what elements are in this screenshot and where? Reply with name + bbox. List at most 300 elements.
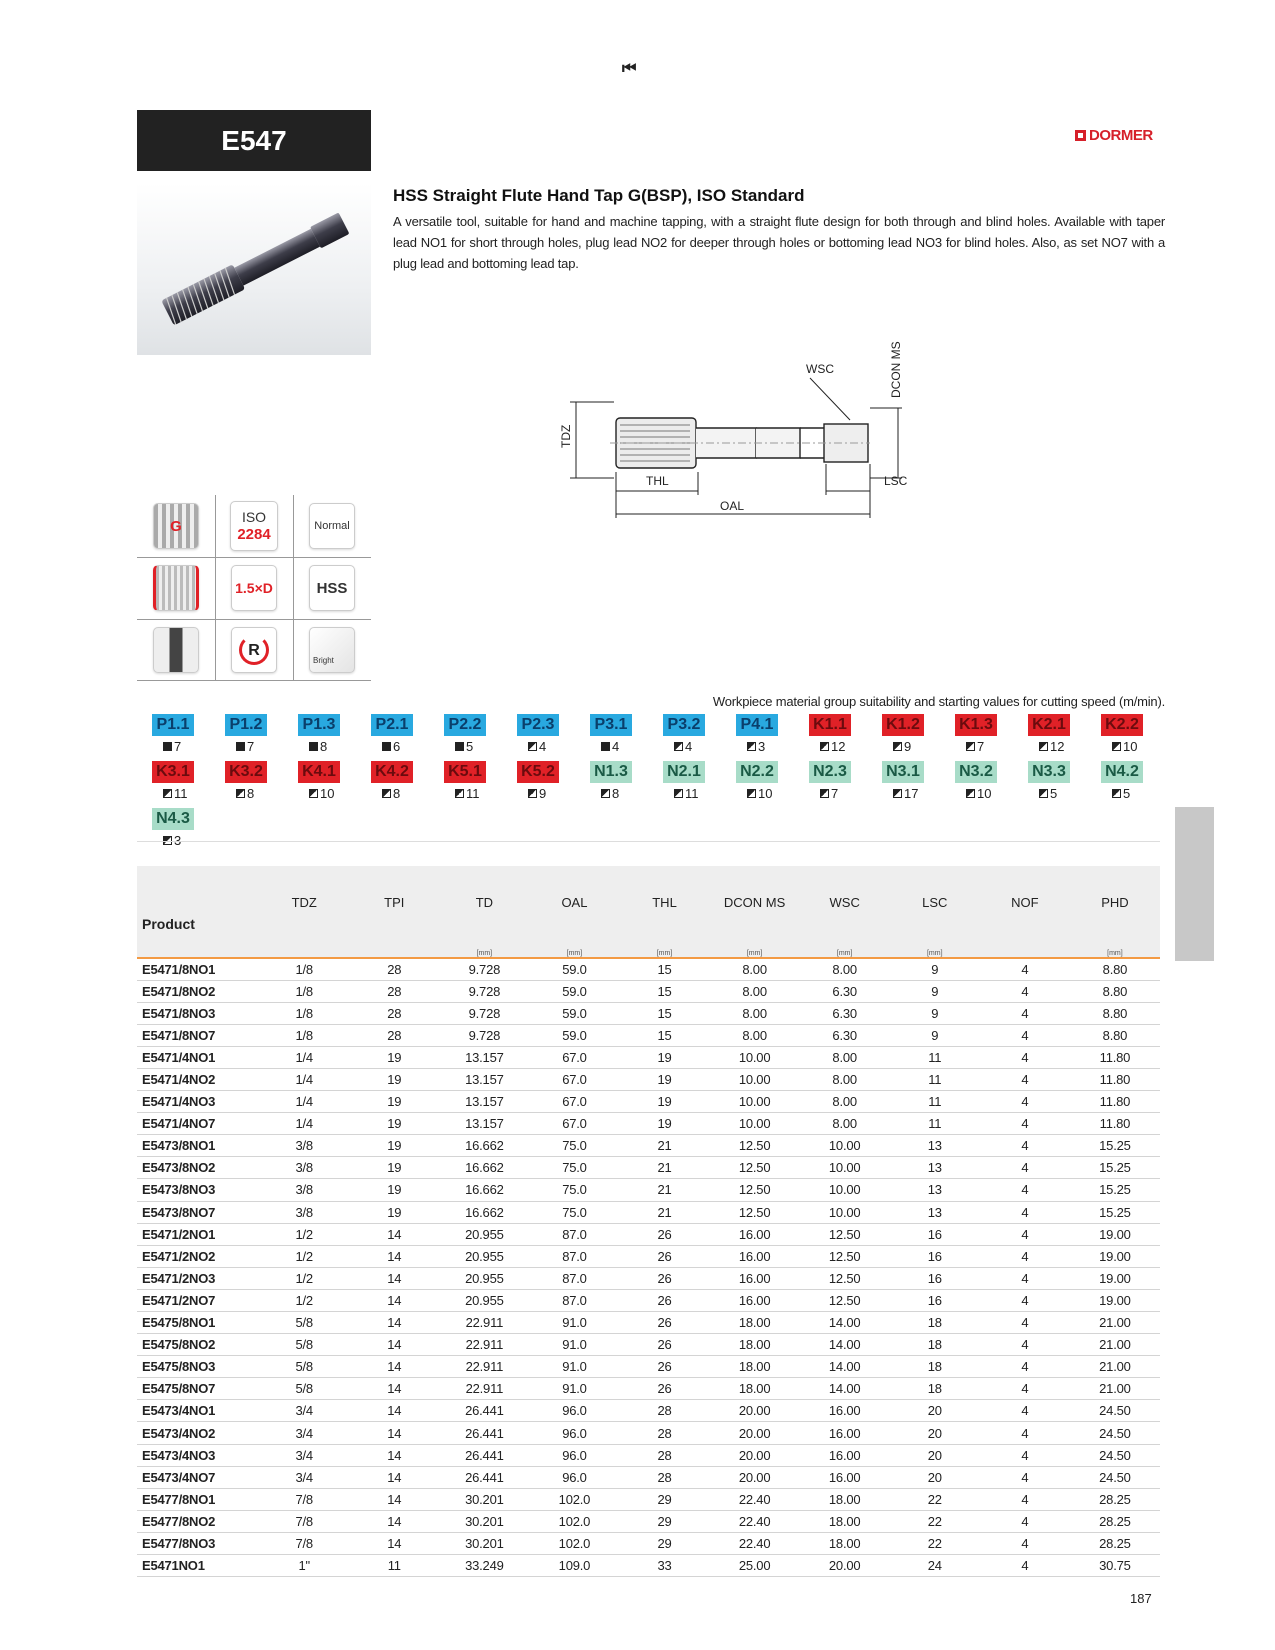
table-cell: 18.00	[800, 1510, 890, 1532]
table-cell: 14	[349, 1289, 439, 1311]
table-cell: 33.249	[439, 1555, 529, 1577]
table-cell: 3/8	[259, 1157, 349, 1179]
table-cell: 11	[890, 1068, 980, 1090]
table-cell: 20	[890, 1422, 980, 1444]
product-code-cell: E5471NO1	[137, 1555, 259, 1577]
table-cell: 12.50	[710, 1157, 800, 1179]
table-cell: 8.80	[1070, 958, 1160, 980]
table-cell: 67.0	[529, 1113, 619, 1135]
dry-coolant-icon	[455, 742, 464, 751]
table-cell: 18.00	[800, 1488, 890, 1510]
table-cell: 3/8	[259, 1201, 349, 1223]
cutting-speed-value: 3	[758, 739, 766, 754]
table-row	[137, 958, 1160, 980]
table-cell: 28.25	[1070, 1532, 1160, 1554]
table-cell: 12.50	[710, 1179, 800, 1201]
material-k4-2	[356, 760, 429, 806]
col-unit: [mm]	[926, 950, 943, 957]
cutting-speed-value: 4	[685, 739, 693, 754]
col-header-thl: THL	[652, 894, 677, 910]
table-cell: 18.00	[800, 1532, 890, 1554]
product-code-cell: E5471/2NO2	[137, 1245, 259, 1267]
table-cell: 3/4	[259, 1466, 349, 1488]
product-code: E547	[221, 124, 287, 156]
table-cell: 20.00	[800, 1555, 890, 1577]
table-cell: 8.80	[1070, 1024, 1160, 1046]
table-cell: 7/8	[259, 1488, 349, 1510]
emulsion-coolant-icon	[674, 789, 683, 798]
table-cell: 20	[890, 1400, 980, 1422]
table-cell: 20.955	[439, 1223, 529, 1245]
material-n2-2	[721, 760, 794, 806]
table-cell: 20	[890, 1466, 980, 1488]
table-cell: 4	[980, 1157, 1070, 1179]
table-cell: 19	[349, 1157, 439, 1179]
cutting-speed-value: 8	[247, 786, 255, 801]
cutting-speed	[674, 786, 699, 801]
table-cell: 26	[619, 1356, 709, 1378]
table-cell: 4	[980, 1046, 1070, 1068]
table-cell: 16.00	[800, 1400, 890, 1422]
table-cell: 4	[980, 1555, 1070, 1577]
table-cell: 10.00	[800, 1135, 890, 1157]
table-cell: 12.50	[800, 1245, 890, 1267]
col-unit: [mm]	[656, 950, 673, 957]
material-code: P1.1	[152, 714, 194, 736]
table-cell: 28	[349, 980, 439, 1002]
product-code-cell: E5471/8NO2	[137, 980, 259, 1002]
cutting-speed	[163, 739, 181, 754]
cutting-speed	[893, 739, 911, 754]
material-p2-2	[429, 713, 502, 759]
table-cell: 18.00	[710, 1334, 800, 1356]
table-cell: 8.00	[710, 980, 800, 1002]
table-cell: 8.80	[1070, 980, 1160, 1002]
cutting-speed	[236, 786, 254, 801]
table-cell: 20.00	[710, 1400, 800, 1422]
col-header-wsc: WSC	[829, 894, 860, 910]
product-code-cell: E5475/8NO7	[137, 1378, 259, 1400]
cutting-speed	[236, 739, 254, 754]
table-row	[137, 1312, 1160, 1334]
table-cell: 109.0	[529, 1555, 619, 1577]
col-header-td: TD	[475, 894, 494, 910]
table-cell: 4	[980, 1091, 1070, 1113]
table-cell: 1/2	[259, 1289, 349, 1311]
cutting-speed	[528, 786, 546, 801]
label-oal: OAL	[720, 499, 745, 513]
cutting-speed	[1112, 739, 1137, 754]
table-cell: 8.00	[710, 958, 800, 980]
table-cell: 1/2	[259, 1223, 349, 1245]
material-code: N2.1	[663, 761, 705, 783]
table-cell: 14	[349, 1400, 439, 1422]
table-cell: 19	[349, 1179, 439, 1201]
material-n1-3	[575, 760, 648, 806]
table-cell: 13.157	[439, 1091, 529, 1113]
table-cell: 29	[619, 1532, 709, 1554]
table-cell: 59.0	[529, 1002, 619, 1024]
feature-icon-grid	[137, 495, 371, 681]
table-row	[137, 1002, 1160, 1024]
table-cell: 8.00	[800, 1091, 890, 1113]
table-cell: 19	[349, 1113, 439, 1135]
table-cell: 14	[349, 1267, 439, 1289]
table-row	[137, 1223, 1160, 1245]
table-cell: 26	[619, 1312, 709, 1334]
cutting-speed-value: 8	[393, 786, 401, 801]
material-code: K4.2	[371, 761, 413, 783]
emulsion-coolant-icon	[236, 789, 245, 798]
table-cell: 22	[890, 1488, 980, 1510]
product-code-cell: E5477/8NO2	[137, 1510, 259, 1532]
col-header-oal: OAL	[561, 894, 588, 910]
product-code-cell: E5473/8NO3	[137, 1179, 259, 1201]
material-code: P3.2	[663, 714, 705, 736]
cutting-speed-value: 11	[466, 786, 480, 801]
table-cell: 67.0	[529, 1046, 619, 1068]
material-code: K3.2	[225, 761, 267, 783]
cutting-speed-value: 6	[393, 739, 401, 754]
table-cell: 4	[980, 1466, 1070, 1488]
cutting-speed-value: 11	[685, 786, 699, 801]
table-cell: 24.50	[1070, 1422, 1160, 1444]
table-cell: 26.441	[439, 1422, 529, 1444]
table-cell: 3/8	[259, 1179, 349, 1201]
table-cell: 22.911	[439, 1334, 529, 1356]
cutting-speed-value: 17	[904, 786, 919, 801]
table-cell: 19	[349, 1091, 439, 1113]
cutting-speed-value: 8	[612, 786, 620, 801]
table-cell: 1/8	[259, 1024, 349, 1046]
product-code-cell: E5475/8NO2	[137, 1334, 259, 1356]
table-cell: 1/8	[259, 958, 349, 980]
material-code: P2.3	[517, 714, 559, 736]
material-k3-1	[137, 760, 210, 806]
table-row	[137, 1444, 1160, 1466]
table-cell: 13.157	[439, 1068, 529, 1090]
table-cell: 12.50	[800, 1289, 890, 1311]
table-cell: 26	[619, 1334, 709, 1356]
emulsion-coolant-icon	[820, 742, 829, 751]
product-code-cell: E5471/8NO7	[137, 1024, 259, 1046]
material-n3-1	[867, 760, 940, 806]
table-cell: 59.0	[529, 1024, 619, 1046]
table-cell: 87.0	[529, 1223, 619, 1245]
table-cell: 22	[890, 1510, 980, 1532]
material-n4-2	[1086, 760, 1159, 806]
product-code-cell: E5471/4NO3	[137, 1091, 259, 1113]
table-cell: 21	[619, 1135, 709, 1157]
table-cell: 91.0	[529, 1312, 619, 1334]
material-k2-1	[1013, 713, 1086, 759]
table-cell: 14.00	[800, 1312, 890, 1334]
normal-icon: Normal	[293, 495, 371, 557]
table-cell: 75.0	[529, 1179, 619, 1201]
table-row	[137, 1267, 1160, 1289]
emulsion-coolant-icon	[1112, 789, 1121, 798]
table-cell: 8.00	[800, 1068, 890, 1090]
table-cell: 26	[619, 1289, 709, 1311]
col-unit: [mm]	[1107, 950, 1123, 957]
table-cell: 20.955	[439, 1267, 529, 1289]
cutting-speed	[1112, 786, 1130, 801]
table-cell: 9.728	[439, 1002, 529, 1024]
first-page-icon[interactable]: ⏮	[622, 60, 637, 77]
table-cell: 9.728	[439, 980, 529, 1002]
dry-coolant-icon	[309, 742, 318, 751]
table-cell: 19	[619, 1113, 709, 1135]
material-code: N3.3	[1028, 761, 1070, 783]
product-code-cell: E5471/4NO7	[137, 1113, 259, 1135]
table-cell: 16.662	[439, 1157, 529, 1179]
table-cell: 14	[349, 1466, 439, 1488]
table-cell: 8.00	[800, 958, 890, 980]
table-cell: 6.30	[800, 980, 890, 1002]
table-cell: 14	[349, 1488, 439, 1510]
cutting-speed	[1039, 786, 1057, 801]
table-cell: 11.80	[1070, 1091, 1160, 1113]
material-k2-2	[1086, 713, 1159, 759]
table-row	[137, 1157, 1160, 1179]
table-row	[137, 980, 1160, 1002]
cutting-speed-value: 10	[977, 786, 992, 801]
material-p4-1	[721, 713, 794, 759]
table-cell: 19	[619, 1068, 709, 1090]
table-cell: 75.0	[529, 1201, 619, 1223]
table-cell: 30.201	[439, 1510, 529, 1532]
spec-table	[137, 866, 1160, 1577]
table-cell: 10.00	[710, 1113, 800, 1135]
table-cell: 102.0	[529, 1532, 619, 1554]
product-code-cell: E5471/8NO1	[137, 958, 259, 980]
material-k5-1	[429, 760, 502, 806]
table-cell: 75.0	[529, 1157, 619, 1179]
side-tab[interactable]	[1175, 807, 1214, 961]
emulsion-coolant-icon	[893, 789, 902, 798]
table-cell: 8.00	[800, 1113, 890, 1135]
table-cell: 3/4	[259, 1400, 349, 1422]
product-code-cell: E5477/8NO1	[137, 1488, 259, 1510]
table-cell: 14	[349, 1378, 439, 1400]
table-cell: 13.157	[439, 1113, 529, 1135]
label-tdz: TDZ	[559, 424, 573, 448]
table-cell: 102.0	[529, 1488, 619, 1510]
dry-coolant-icon	[163, 742, 172, 751]
table-cell: 12.50	[800, 1223, 890, 1245]
table-row	[137, 1466, 1160, 1488]
product-code-cell: E5473/4NO1	[137, 1400, 259, 1422]
product-code-cell: E5473/4NO7	[137, 1466, 259, 1488]
cutting-speed	[455, 786, 480, 801]
table-cell: 3/4	[259, 1444, 349, 1466]
material-n3-3	[1013, 760, 1086, 806]
product-title: HSS Straight Flute Hand Tap G(BSP), ISO Standard	[393, 186, 805, 205]
col-unit	[349, 938, 439, 958]
product-code-cell: E5471/8NO3	[137, 1002, 259, 1024]
cutting-speed	[455, 739, 473, 754]
table-cell: 11	[890, 1091, 980, 1113]
page-number: 187	[1130, 1591, 1152, 1606]
material-k5-2	[502, 760, 575, 806]
emulsion-coolant-icon	[382, 789, 391, 798]
col-header-lsc: LSC	[922, 894, 948, 910]
thread-depth-icon	[137, 557, 215, 619]
table-cell: 28	[349, 1002, 439, 1024]
emulsion-coolant-icon	[747, 742, 756, 751]
table-header-row	[137, 866, 1160, 938]
table-row	[137, 1046, 1160, 1068]
table-cell: 4	[980, 1312, 1070, 1334]
table-unit-row	[137, 938, 1160, 958]
material-code: P1.3	[298, 714, 340, 736]
table-cell: 4	[980, 1510, 1070, 1532]
table-row	[137, 1422, 1160, 1444]
table-cell: 1/4	[259, 1091, 349, 1113]
table-cell: 28	[349, 1024, 439, 1046]
table-cell: 15	[619, 958, 709, 980]
product-code-cell: E5473/8NO1	[137, 1135, 259, 1157]
table-cell: 59.0	[529, 958, 619, 980]
table-cell: 11	[349, 1555, 439, 1577]
col-header-phd: PHD	[1101, 894, 1129, 910]
table-cell: 18	[890, 1334, 980, 1356]
table-cell: 1/4	[259, 1068, 349, 1090]
product-code-cell: E5473/8NO2	[137, 1157, 259, 1179]
table-cell: 12.50	[710, 1135, 800, 1157]
table-cell: 16	[890, 1223, 980, 1245]
material-code: P2.2	[444, 714, 486, 736]
col-unit: [mm]	[836, 950, 853, 957]
table-cell: 21.00	[1070, 1334, 1160, 1356]
emulsion-coolant-icon	[966, 742, 975, 751]
material-k3-2	[210, 760, 283, 806]
col-unit: [mm]	[476, 950, 493, 957]
table-cell: 22.40	[710, 1488, 800, 1510]
table-cell: 18.00	[710, 1356, 800, 1378]
table-cell: 1/8	[259, 1002, 349, 1024]
cutting-speed-value: 10	[1123, 739, 1138, 754]
product-code-box	[137, 110, 371, 171]
table-cell: 11.80	[1070, 1046, 1160, 1068]
emulsion-coolant-icon	[601, 789, 610, 798]
table-cell: 14	[349, 1334, 439, 1356]
table-cell: 12.50	[800, 1267, 890, 1289]
cutting-speed-value: 5	[1123, 786, 1131, 801]
table-cell: 14	[349, 1510, 439, 1532]
col-unit: [mm]	[746, 950, 763, 957]
table-cell: 87.0	[529, 1289, 619, 1311]
cutting-speed	[747, 739, 765, 754]
material-code: K2.2	[1101, 714, 1143, 736]
table-cell: 19	[619, 1091, 709, 1113]
table-row	[137, 1179, 1160, 1201]
table-cell: 22.40	[710, 1510, 800, 1532]
product-code-cell: E5473/8NO7	[137, 1201, 259, 1223]
table-cell: 4	[980, 1334, 1070, 1356]
table-cell: 18	[890, 1378, 980, 1400]
cutting-speed	[309, 739, 327, 754]
table-cell: 22.911	[439, 1378, 529, 1400]
table-cell: 10.00	[800, 1157, 890, 1179]
cutting-speed-value: 7	[247, 739, 255, 754]
table-cell: 59.0	[529, 980, 619, 1002]
table-cell: 15.25	[1070, 1201, 1160, 1223]
table-row	[137, 1024, 1160, 1046]
table-row	[137, 1532, 1160, 1554]
table-row	[137, 1135, 1160, 1157]
table-cell: 15	[619, 1002, 709, 1024]
dry-coolant-icon	[382, 742, 391, 751]
table-cell: 19	[349, 1135, 439, 1157]
table-row	[137, 1289, 1160, 1311]
table-cell: 13	[890, 1201, 980, 1223]
material-p1-2	[210, 713, 283, 759]
table-cell: 20	[890, 1444, 980, 1466]
table-cell: 96.0	[529, 1466, 619, 1488]
cutting-speed-value: 8	[320, 739, 328, 754]
hss-icon: HSS	[293, 557, 371, 619]
material-code: N2.2	[736, 761, 778, 783]
table-cell: 1/2	[259, 1245, 349, 1267]
table-cell: 3/4	[259, 1422, 349, 1444]
table-cell: 96.0	[529, 1444, 619, 1466]
material-code: K3.1	[152, 761, 194, 783]
table-cell: 28	[619, 1466, 709, 1488]
cutting-speed-value: 12	[1050, 739, 1065, 754]
table-cell: 4	[980, 1444, 1070, 1466]
table-cell: 26.441	[439, 1400, 529, 1422]
table-cell: 11	[890, 1113, 980, 1135]
cutting-speed	[893, 786, 918, 801]
table-cell: 13	[890, 1179, 980, 1201]
table-cell: 18	[890, 1312, 980, 1334]
table-cell: 4	[980, 1024, 1070, 1046]
label-dcon: DCON MS	[889, 341, 903, 398]
material-k1-3	[940, 713, 1013, 759]
table-cell: 1/4	[259, 1046, 349, 1068]
table-cell: 96.0	[529, 1422, 619, 1444]
table-cell: 20.00	[710, 1422, 800, 1444]
col-unit	[137, 938, 259, 958]
depth-1-5xd-icon: 1.5×D	[215, 557, 293, 619]
material-code: K1.3	[955, 714, 997, 736]
table-cell: 19.00	[1070, 1289, 1160, 1311]
table-cell: 22	[890, 1532, 980, 1554]
table-cell: 28	[619, 1444, 709, 1466]
table-cell: 16	[890, 1245, 980, 1267]
cutting-speed	[601, 786, 619, 801]
emulsion-coolant-icon	[455, 789, 464, 798]
table-cell: 16.00	[710, 1223, 800, 1245]
table-row	[137, 1334, 1160, 1356]
table-cell: 4	[980, 958, 1070, 980]
cutting-speed-value: 5	[466, 739, 474, 754]
material-code: N4.3	[152, 808, 194, 830]
table-cell: 9.728	[439, 1024, 529, 1046]
col-header-tdz: TDZ	[291, 894, 317, 910]
cutting-speed	[966, 786, 991, 801]
cutting-speed	[820, 739, 845, 754]
emulsion-coolant-icon	[747, 789, 756, 798]
table-cell: 16.00	[710, 1267, 800, 1289]
table-cell: 16.00	[800, 1422, 890, 1444]
table-cell: 24	[890, 1555, 980, 1577]
table-cell: 14.00	[800, 1378, 890, 1400]
col-unit: [mm]	[566, 950, 583, 957]
emulsion-coolant-icon	[163, 789, 172, 798]
table-cell: 21	[619, 1157, 709, 1179]
